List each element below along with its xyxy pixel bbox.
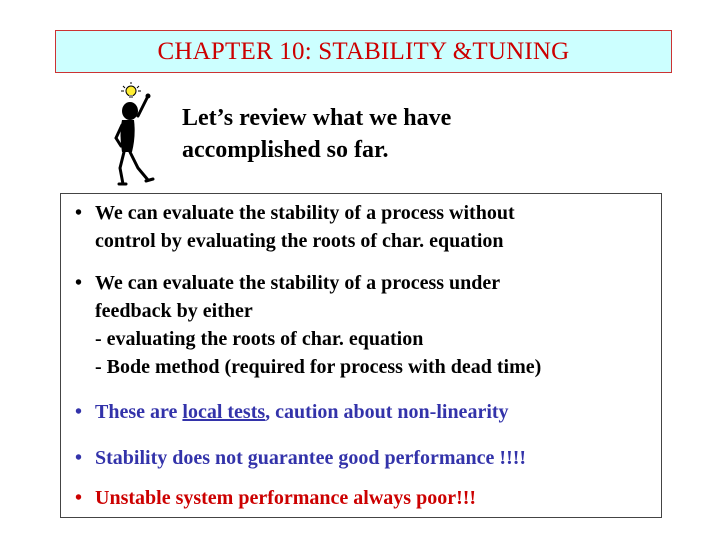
bullet-list-box	[60, 193, 662, 518]
bullet-text	[95, 398, 509, 426]
bullet-text: Unstable system performance always poor!!!	[95, 487, 477, 509]
bullet-marker: •	[75, 487, 83, 509]
bullet-text-post: , caution about non-linearity	[265, 401, 509, 423]
bullet-text	[95, 269, 541, 381]
slide-title: CHAPTER 10: STABILITY &TUNING	[157, 37, 570, 65]
bullet-line: control by evaluating the roots of char. equation	[95, 230, 504, 252]
bullet-line: feedback by either	[95, 300, 253, 322]
intro-line-1: Let’s review what we have	[182, 105, 452, 131]
bullet-text: Stability does not guarantee good performance !!!!	[95, 447, 527, 469]
bullet-line: We can evaluate the stability of a process without	[95, 202, 515, 224]
bullet-line: - Bode method (required for process with dead time)	[95, 356, 542, 378]
intro-text	[182, 102, 602, 166]
bullet-text-pre: These are	[95, 401, 183, 423]
bullet-text	[95, 199, 515, 255]
bullet-line: - evaluating the roots of char. equation	[95, 328, 424, 350]
local-tests-underlined-text: local tests	[182, 401, 266, 423]
intro-line-2: accomplished so far.	[182, 137, 389, 163]
thinking-stick-figure-with-lightbulb-icon	[108, 80, 170, 188]
title-banner	[55, 30, 672, 73]
bullet-marker: •	[75, 401, 83, 423]
bullet-marker: •	[75, 202, 83, 224]
bullet-marker: •	[75, 272, 83, 294]
bullet-line: We can evaluate the stability of a process under	[95, 272, 501, 294]
bullet-marker: •	[75, 447, 83, 469]
